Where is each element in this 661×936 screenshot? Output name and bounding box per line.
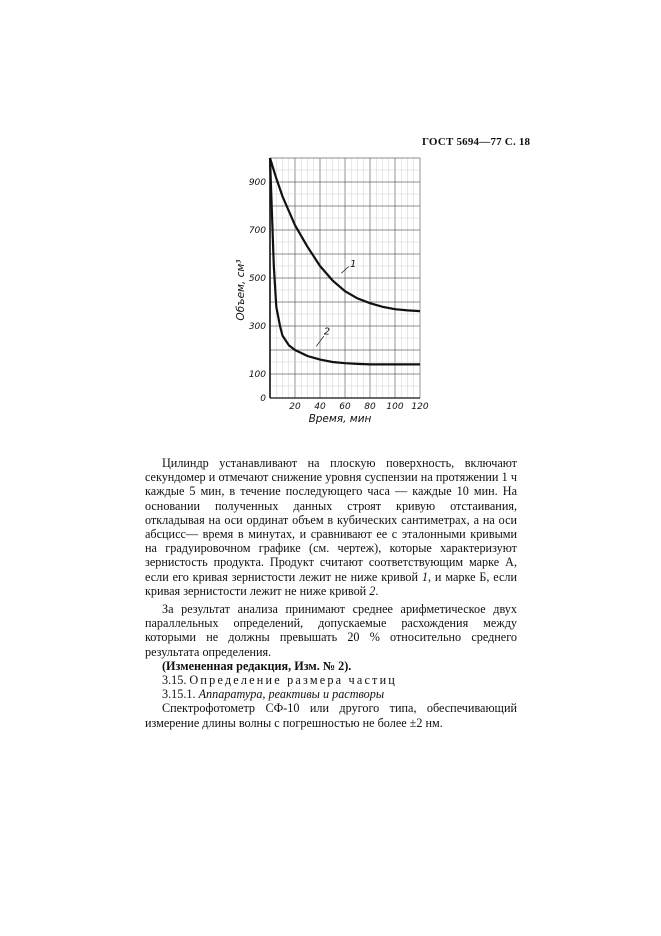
subsection-heading: 3.15.1. Аппаратура, реактивы и растворы (162, 687, 385, 702)
section-heading: 3.15. Определение размера частиц (162, 673, 398, 688)
y-tick-label: 700 (248, 226, 266, 236)
curve-label-1: 1 (350, 259, 357, 271)
amendment-note: (Измененная редакция, Изм. № 2). (162, 658, 352, 673)
x-tick-label: 100 (386, 402, 404, 412)
body-text (145, 456, 517, 730)
x-axis-label: Время, мин (308, 413, 372, 425)
curve-ref-2: 2 (369, 583, 376, 598)
settling-curve-chart (230, 150, 430, 430)
paragraph-settling: Цилиндр устанавливают на плоскую поверхность, включают секундомер и отмечают снижение уровня суспензии на протяжении 1 ч каждые 5 мин, в течение последующего часа — каждые 10 мин. На основании полученных данных строят кривую отстаивания, откладывая на оси ординат объем в кубических сантиметрах, а на оси абсцисс— время в минутах, и сравнивают ее с эталонными кривыми на градуировочном графике (см. чертеж), которые характеризуют зернистость продукта. Продукт считают соответствующим марке А, если его кривая зернистости лежит не ниже кривой 1, и марке Б, если кривая зернистости лежит не ниже кривой 2. (145, 456, 517, 598)
paragraph-equipment: Спектрофотометр СФ-10 или другого типа, обеспечивающий измерение длины волны с погрешностью не более ±2 нм. (145, 701, 517, 730)
y-tick-label: 500 (248, 274, 266, 284)
curve-ref-1: 1 (421, 569, 428, 584)
page-header: ГОСТ 5694—77 С. 18 (422, 136, 531, 148)
x-tick-label: 80 (364, 402, 376, 412)
y-tick-label: 0 (260, 394, 266, 404)
y-tick-label: 300 (248, 322, 266, 332)
x-tick-label: 120 (411, 402, 429, 412)
y-axis-label: Объем, см³ (235, 259, 247, 321)
y-tick-label: 900 (248, 178, 266, 188)
curve-label-2: 2 (323, 326, 331, 338)
chart-grid (270, 158, 420, 398)
y-tick-label: 100 (248, 370, 266, 380)
x-tick-label: 40 (314, 402, 326, 412)
paragraph-result: За результат анализа принимают среднее арифметическое двух параллельных определений, допускаемые расхождения между которыми не должны превышать 20 % относительно среднего результата определения. (145, 602, 517, 659)
x-tick-label: 20 (289, 402, 301, 412)
x-tick-label: 60 (339, 402, 351, 412)
